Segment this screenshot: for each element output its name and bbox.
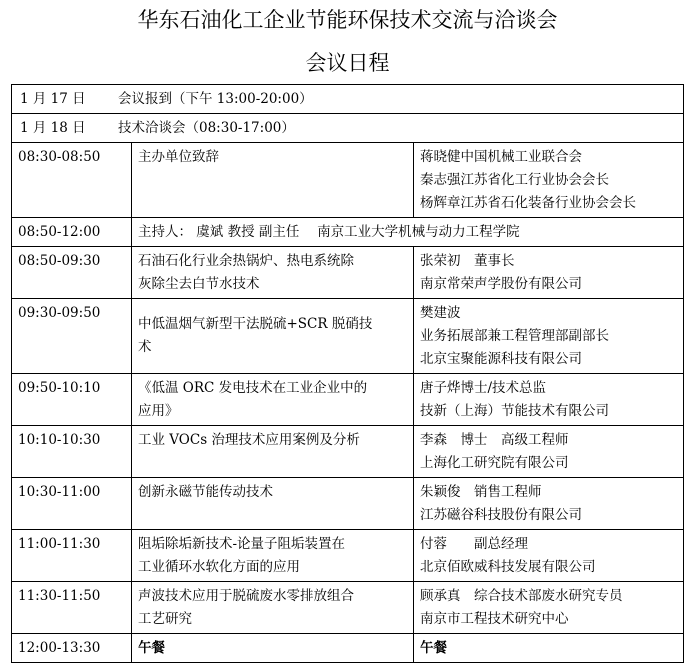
day2-text: 技术洽谈会（08:30-17:00） [118, 120, 295, 136]
table-row [12, 582, 684, 634]
day1-cell [12, 85, 684, 114]
session-topic-line: 工业 VOCs 治理技术应用案例及分析 [138, 432, 360, 448]
opening-speaker-3: 杨辉章江苏省石化装备行业协会会长 [420, 195, 636, 211]
session-speaker [414, 582, 684, 634]
session-speaker [414, 478, 684, 530]
opening-speakers [414, 143, 684, 218]
session-topic [132, 478, 414, 530]
page-subtitle: 会议日程 [305, 51, 390, 75]
session-speaker-line: 业务拓展部兼工程管理部副部长 [420, 328, 609, 344]
opening-speaker-1: 蒋晓健中国机械工业联合会 [420, 149, 582, 165]
lunch-topic: 午餐 [132, 634, 414, 663]
session-speaker [414, 247, 684, 299]
table-row-day1 [12, 85, 684, 114]
session-topic [132, 247, 414, 299]
day2-cell [12, 114, 684, 143]
host-time: 08:50-12:00 [12, 218, 132, 247]
session-time: 08:50-09:30 [12, 247, 132, 299]
session-topic-line: 《低温 ORC 发电技术在工业企业中的 [138, 380, 368, 396]
opening-speaker-2: 秦志强江苏省化工行业协会会长 [420, 172, 609, 188]
session-topic [132, 374, 414, 426]
schedule-table [11, 84, 684, 663]
table-row [12, 374, 684, 426]
lunch-time: 12:00-13:30 [12, 634, 132, 663]
session-speaker [414, 374, 684, 426]
page-title: 华东石油化工企业节能环保技术交流与洽谈会 [137, 8, 558, 32]
session-topic [132, 530, 414, 582]
table-row [12, 530, 684, 582]
session-speaker-line: 樊建波 [420, 305, 461, 321]
session-speaker-line: 北京宝聚能源科技有限公司 [420, 351, 582, 367]
session-speaker-line: 南京市工程技术研究中心 [420, 611, 569, 627]
table-row-host [12, 218, 684, 247]
session-speaker-line: 朱颖俊 销售工程师 [420, 484, 542, 500]
session-topic-line: 术 [138, 339, 152, 355]
session-time: 09:50-10:10 [12, 374, 132, 426]
session-time: 11:30-11:50 [12, 582, 132, 634]
opening-topic: 主办单位致辞 [132, 143, 414, 218]
session-topic-line: 阻垢除垢新技术-论量子阻垢装置在 [138, 536, 346, 552]
table-row [12, 247, 684, 299]
session-speaker-line: 张荣初 董事长 [420, 253, 515, 269]
session-topic-line: 应用》 [138, 403, 179, 419]
session-topic-line: 工艺研究 [138, 611, 192, 627]
table-row [12, 478, 684, 530]
table-row-day2 [12, 114, 684, 143]
session-speaker-line: 南京常荣声学股份有限公司 [420, 276, 582, 292]
session-time: 10:30-11:00 [12, 478, 132, 530]
session-speaker-line: 北京佰欧威科技发展有限公司 [420, 559, 596, 575]
session-topic-line: 工业循环水软化方面的应用 [138, 559, 300, 575]
session-speaker-line: 顾承真 综合技术部废水研究专员 [420, 588, 623, 604]
day1-text: 会议报到（下午 13:00-20:00） [118, 91, 313, 107]
table-row [12, 299, 684, 374]
session-speaker [414, 299, 684, 374]
day2-date: 1 月 18 日 [20, 120, 86, 136]
session-speaker-line: 李森 博士 高级工程师 [420, 432, 569, 448]
host-text: 主持人： 虞斌 教授 副主任 南京工业大学机械与动力工程学院 [132, 218, 684, 247]
session-speaker-line: 唐子烨博士/技术总监 [420, 380, 547, 396]
session-topic-line: 声波技术应用于脱硫废水零排放组合 [138, 588, 354, 604]
session-time: 11:00-11:30 [12, 530, 132, 582]
table-row [12, 426, 684, 478]
session-speaker [414, 530, 684, 582]
table-row-opening [12, 143, 684, 218]
session-time: 09:30-09:50 [12, 299, 132, 374]
session-speaker-line: 技新（上海）节能技术有限公司 [420, 403, 609, 419]
session-topic [132, 582, 414, 634]
lunch-speaker: 午餐 [414, 634, 684, 663]
session-topic-line: 灰除尘去白节水技术 [138, 276, 260, 292]
session-topic [132, 299, 414, 374]
session-speaker-line: 上海化工研究院有限公司 [420, 455, 569, 471]
day1-date: 1 月 17 日 [20, 91, 86, 107]
opening-time: 08:30-08:50 [12, 143, 132, 218]
table-row-lunch [12, 634, 684, 663]
session-topic-line: 创新永磁节能传动技术 [138, 484, 273, 500]
session-topic-line: 中低温烟气新型干法脱硫+SCR 脱硝技 [138, 316, 373, 332]
session-time: 10:10-10:30 [12, 426, 132, 478]
session-speaker-line: 江苏磁谷科技股份有限公司 [420, 507, 582, 523]
session-topic [132, 426, 414, 478]
session-speaker-line: 付蓉 副总经理 [420, 536, 528, 552]
session-speaker [414, 426, 684, 478]
session-topic-line: 石油石化行业余热锅炉、热电系统除 [138, 253, 354, 269]
